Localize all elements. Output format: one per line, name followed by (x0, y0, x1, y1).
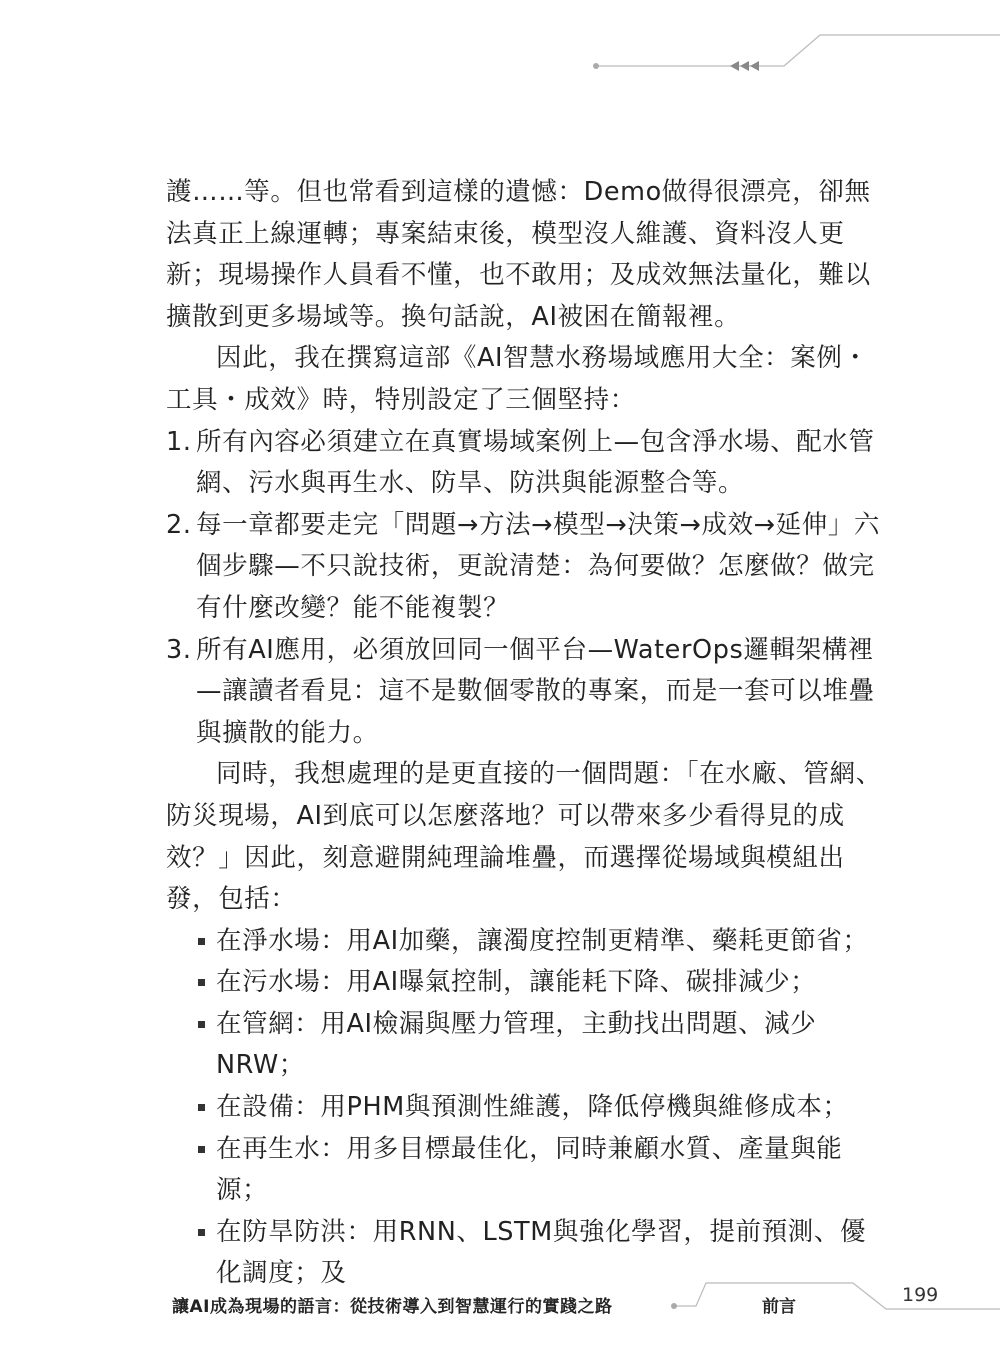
header-line-ornament (596, 35, 1000, 66)
bullet-item: 在防旱防洪：用RNN、LSTM與強化學習，提前預測、優化調度；及 (196, 1212, 888, 1295)
numbered-item (166, 630, 888, 755)
item-number: 1. (166, 426, 192, 457)
bullet-item: 在設備：用PHM與預測性維護，降低停機與維修成本； (196, 1087, 888, 1129)
page-number: 199 (902, 1284, 939, 1306)
footer-book-title: 讓AI成為現場的語言：從技術導入到智慧運行的實踐之路 (172, 1297, 613, 1317)
main-text (166, 172, 888, 1295)
numbered-item (166, 422, 888, 505)
item-text: 所有AI應用，必須放回同一個平台—WaterOps邏輯架構裡—讓讀者看見：這不是數個零散的專案，而是一套可以堆疊與擴散的能力。 (196, 634, 875, 748)
item-text: 每一章都要走完「問題→方法→模型→決策→成效→延伸」六個步驟—不只說技術，更說清楚：為何要做？怎麼做？做完有什麼改變？能不能複製？ (196, 509, 881, 623)
numbered-item (166, 505, 888, 630)
header-arrow-icon (730, 61, 759, 71)
bullet-list (166, 921, 888, 1295)
footer-dot (671, 1303, 677, 1309)
bullet-item: 在管網：用AI檢漏與壓力管理，主動找出問題、減少NRW； (196, 1004, 888, 1087)
bullet-item: 在淨水場：用AI加藥，讓濁度控制更精準、藥耗更節省； (196, 921, 888, 963)
paragraph-1: 護……等。但也常看到這樣的遺憾：Demo做得很漂亮，卻無法真正上線運轉；專案結束後，模型沒人維護、資料沒人更新；現場操作人員看不懂，也不敢用；及成效無法量化，難以擴散到更多場域等。換句話說，AI被困在簡報裡。 (166, 177, 871, 332)
item-text: 所有內容必須建立在真實場域案例上—包含淨水場、配水管網、污水與再生水、防旱、防洪與能源整合等。 (196, 426, 875, 499)
bullet-item: 在再生水：用多目標最佳化，同時兼顧水質、產量與能源； (196, 1129, 888, 1212)
numbered-list (166, 422, 888, 755)
bullet-item: 在污水場：用AI曝氣控制，讓能耗下降、碳排減少； (196, 962, 888, 1004)
header-dot (593, 63, 599, 69)
item-number: 2. (166, 509, 192, 540)
item-number: 3. (166, 634, 192, 665)
paragraph-3: 同時，我想處理的是更直接的一個問題：「在水廠、管網、防災現場，AI到底可以怎麼落地？可以帶來多少看得見的成效？」因此，刻意避開純理論堆疊，而選擇從場域與模組出發，包括： (166, 759, 882, 915)
paragraph-2: 因此，我在撰寫這部《AI智慧水務場域應用大全：案例・工具・成效》時，特別設定了三個堅持： (166, 343, 869, 415)
footer-section-label: 前言 (762, 1297, 796, 1317)
